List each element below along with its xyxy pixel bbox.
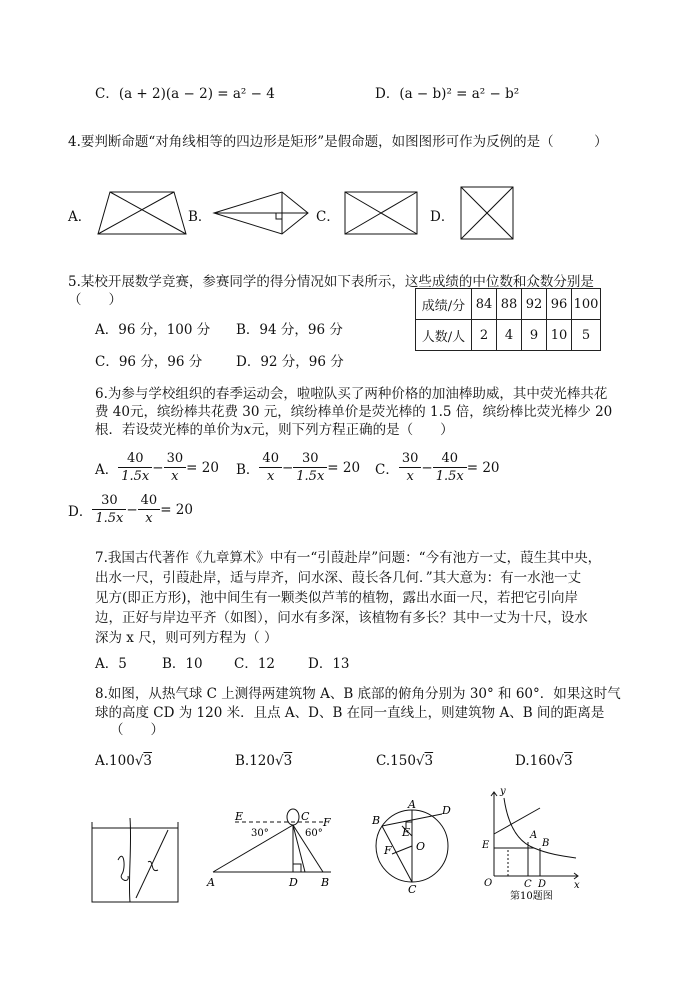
angle-60: 60° <box>305 828 323 839</box>
table-cell: 人数/人 <box>416 320 472 351</box>
label-e: E <box>402 826 411 839</box>
label-f: F <box>384 844 392 857</box>
q8-option-b: B.120√3 <box>235 753 293 769</box>
label-d: D <box>442 804 451 817</box>
table-cell: 88 <box>497 289 522 320</box>
q7-line-3: 见方(即正方形)，池中间生有一颗类似芦苇的植物，露出水面一尺，若把它引向岸 <box>95 590 579 606</box>
q8-line-1: 8.如图，从热气球 C 上测得两建筑物 A、B 底部的俯角分别为 30° 和 60°．如果这时气 <box>95 686 621 702</box>
label-b: B <box>321 876 330 889</box>
q4-label-c: C． <box>316 209 340 225</box>
q6-line-1: 6.为参与学校组织的春季运动会，啦啦队买了两种价格的加油棒助威，其中荧光棒共花 <box>95 386 608 402</box>
q7-line-5: 深为 x 尺，则可列方程为（ ） <box>95 630 278 646</box>
q5-option-a: A．96 分，100 分 <box>95 322 211 338</box>
table-cell: 10 <box>547 320 572 351</box>
label-e: E <box>235 810 244 823</box>
label-a: A <box>530 830 538 841</box>
q7-line-1: 7.我国古代著作《九章算术》中有一“引葭赴岸”问题：“今有池方一丈，葭生其中央， <box>95 550 602 566</box>
label-c: C <box>301 810 310 823</box>
label-c: C <box>408 883 417 894</box>
q5-option-b: B．94 分，96 分 <box>236 322 343 338</box>
label-f: F <box>323 816 331 829</box>
q8-option-c: C.150√3 <box>376 753 434 769</box>
q5-option-d: D．92 分，96 分 <box>236 354 344 370</box>
q8-option-a: A.100√3 <box>95 753 153 769</box>
label-o: O <box>484 878 493 889</box>
table-row <box>416 320 601 351</box>
table-cell: 96 <box>547 289 572 320</box>
table-cell: 92 <box>522 289 547 320</box>
label-x: x <box>574 880 580 891</box>
table-cell: 成绩/分 <box>416 289 472 320</box>
q4-label-a: A． <box>68 209 92 225</box>
q5-option-c: C．96 分，96 分 <box>95 354 203 370</box>
circle-figure <box>368 800 458 894</box>
q5-score-table <box>415 288 601 351</box>
q4-stem: 4.要判断命题“对角线相等的四边形是矩形”是假命题，如图图形可作为反例的是（ ） <box>68 134 608 150</box>
label-e: E <box>482 840 490 851</box>
label-y: y <box>500 786 506 797</box>
q6-option-d: D． $\frac{30}{1.5x}$ − $\frac{40}{x}$ = 20 <box>68 493 193 526</box>
q7-option-d: D．13 <box>308 656 350 672</box>
q4-figure-a-trapezoid <box>96 190 188 236</box>
table-cell: 5 <box>572 320 601 351</box>
q4-figure-d-square <box>460 186 514 240</box>
q5-paren: （ ） <box>68 292 122 308</box>
table-row <box>416 289 601 320</box>
table-cell: 100 <box>572 289 601 320</box>
q8-line-2: 球的高度 CD 为 120 米．且点 A、D、B 在同一直线上，则建筑物 A、B 间的距离是 <box>95 705 605 721</box>
q6-line-2: 费 40元，缤纷棒共花费 30 元，缤纷棒单价是荧光棒的 1.5 倍，缤纷棒比荧光棒少 20 <box>95 404 613 420</box>
q7-option-a: A．5 <box>95 656 127 672</box>
label-b: B <box>372 814 381 827</box>
function-graph-figure <box>478 786 582 902</box>
label-d: D <box>289 876 298 889</box>
q5-stem: 5.某校开展数学竞赛，参赛同学的得分情况如下表所示，这些成绩的中位数和众数分别是 <box>68 274 594 290</box>
figure-caption: 第10题图 <box>510 891 553 902</box>
table-cell: 2 <box>472 320 497 351</box>
angle-30: 30° <box>251 828 269 839</box>
label-a: A <box>408 800 416 811</box>
q7-option-b: B．10 <box>162 656 203 672</box>
label-a: A <box>207 876 215 889</box>
q3-option-d: D．(a − b)² = a² − b² <box>375 86 520 102</box>
q7-line-4: 边，正好与岸边平齐（如图），问水有多深，该植物有多长？其中一丈为十尺，设水 <box>95 610 588 626</box>
q6-option-b: B． $\frac{40}{x}$ − $\frac{30}{1.5x}$ = 20 <box>236 451 361 484</box>
q6-line-3: 根．若设荧光棒的单价为x元，则下列方程正确的是（ ） <box>95 422 454 438</box>
q4-label-b: B． <box>188 209 212 225</box>
q8-line-3: （ ） <box>110 722 164 738</box>
q8-option-d: D.160√3 <box>515 753 573 769</box>
q4-figure-c-rectangle <box>344 191 418 235</box>
label-c: C <box>524 879 532 890</box>
table-cell: 84 <box>472 289 497 320</box>
label-d: D <box>538 879 547 890</box>
q6-option-c: C． $\frac{30}{x}$ − $\frac{40}{1.5x}$ = 20 <box>375 451 500 484</box>
q3-option-c: C．(a + 2)(a − 2) = a² − 4 <box>95 86 275 102</box>
q6-option-a: A． $\frac{40}{1.5x}$ − $\frac{30}{x}$ = 20 <box>95 451 219 484</box>
label-o: O <box>416 840 426 853</box>
q4-figure-b-kite <box>212 190 312 236</box>
balloon-figure <box>205 808 345 890</box>
q4-label-d: D． <box>430 209 455 225</box>
pond-reed-figure <box>88 818 182 906</box>
q7-option-c: C．12 <box>234 656 276 672</box>
q7-line-2: 出水一尺，引葭赴岸，适与岸齐，问水深、葭长各几何．”其大意为：有一水池一丈 <box>95 570 582 586</box>
label-b: B <box>542 838 550 849</box>
table-cell: 4 <box>497 320 522 351</box>
table-cell: 9 <box>522 320 547 351</box>
